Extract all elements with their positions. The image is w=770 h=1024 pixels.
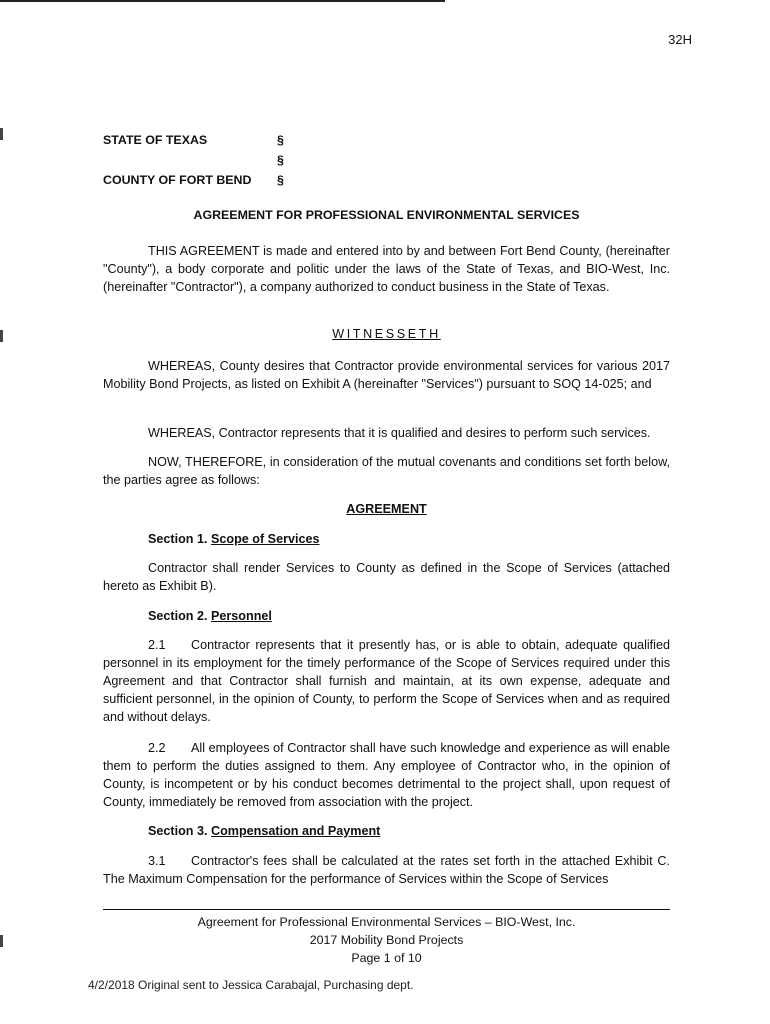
footer-page-number: Page 1 of 10 [351, 951, 422, 965]
footer-line-2: 2017 Mobility Bond Projects [309, 933, 464, 947]
clause-2-1-number: 2.1 [148, 638, 166, 652]
clause-2-2-number: 2.2 [148, 741, 166, 755]
clause-2-2 [103, 739, 670, 811]
clause-3-1-text: Contractor's fees shall be calculated at the rates set forth in the attached Exhibit C. The Maximum Compensation for the performance of Services within the Scope of Services [103, 854, 670, 886]
clause-2-1 [103, 636, 670, 726]
scan-edge-mark [0, 128, 3, 140]
clause-2-1-text: Contractor represents that it presently has, or is able to obtain, adequate qualified personnel in its employment for the timely performance of the Scope of Services required under this Agreement and that Contractor shall furnish and maintain, at its own expense, adequate and sufficient personnel, in the opinion of County, to perform the Scope of Services when and as required and without delays. [103, 638, 670, 724]
whereas-paragraph-1: WHEREAS, County desires that Contractor provide environmental services for various 2017 Mobility Bond Projects, as listed on Exhibit A (hereinafter "Services") pursuant to SOQ 14-025; and [103, 359, 670, 391]
section-2-heading [148, 607, 272, 625]
intro-paragraph: THIS AGREEMENT is made and entered into by and between Fort Bend County, (hereinafter "County"), a body corporate and politic under the laws of the State of Texas, and BIO-West, Inc. (hereinafter "Contractor"), a company authorized to conduct business in the State of Texas. [103, 244, 670, 294]
section-3-heading [148, 822, 380, 840]
footer-line-1: Agreement for Professional Environmental Services – BIO-West, Inc. [197, 915, 576, 929]
scan-edge-line [0, 0, 445, 2]
section-3-title: Compensation and Payment [211, 824, 381, 838]
whereas-paragraph-2: WHEREAS, Contractor represents that it is qualified and desires to perform such services. [148, 426, 651, 440]
footer-rule [103, 909, 670, 910]
section-1-body: Contractor shall render Services to County as defined in the Scope of Services (attached hereto as Exhibit B). [103, 561, 670, 593]
witnesseth-text: WITNESSETH [332, 327, 441, 341]
section-1-prefix: Section 1. [148, 532, 208, 546]
section-3-prefix: Section 3. [148, 824, 208, 838]
state-label: STATE OF TEXAS [103, 133, 208, 147]
section-1-title: Scope of Services [211, 532, 320, 546]
scan-edge-mark [0, 330, 3, 342]
routing-note: 4/2/2018 Original sent to Jessica Carabajal, Purchasing dept. [88, 978, 414, 992]
document-title: AGREEMENT FOR PROFESSIONAL ENVIRONMENTAL SERVICES [193, 208, 580, 222]
witnesseth-heading [103, 325, 670, 343]
agreement-heading: AGREEMENT [346, 502, 427, 516]
section-symbol: § [277, 173, 284, 187]
page-footer [103, 913, 670, 967]
section-symbol: § [277, 133, 284, 147]
now-therefore-paragraph: NOW, THEREFORE, in consideration of the mutual covenants and conditions set forth below, the parties agree as follows: [103, 455, 670, 487]
section-symbol: § [277, 153, 284, 167]
clause-3-1-number: 3.1 [148, 854, 166, 868]
clause-3-1 [103, 852, 670, 888]
clause-2-2-text: All employees of Contractor shall have such knowledge and experience as will enable them to perform the duties assigned to them. Any employee of Contractor who, in the opinion of County, is incompetent or by his conduct becomes detrimental to the project shall, upon request of County, immediately be removed from association with the project. [103, 741, 670, 809]
section-2-title: Personnel [211, 609, 272, 623]
county-label: COUNTY OF FORT BEND [103, 173, 252, 187]
page-id: 32H [668, 32, 692, 47]
scan-edge-mark [0, 935, 3, 947]
section-1-heading [148, 530, 320, 548]
section-2-prefix: Section 2. [148, 609, 208, 623]
